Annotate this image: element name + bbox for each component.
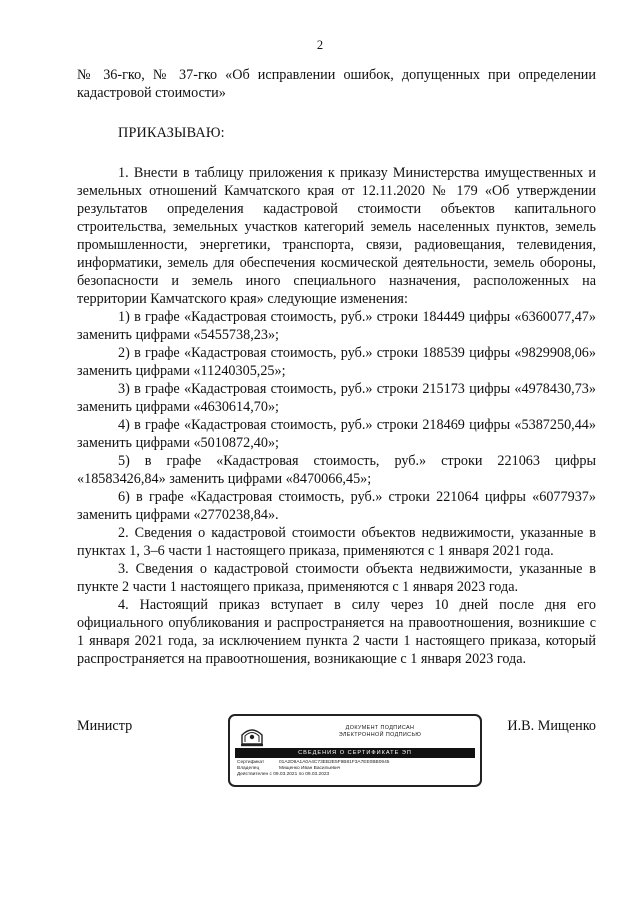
stamp-title-line-2: ЭЛЕКТРОННОЙ ПОДПИСЬЮ bbox=[338, 731, 422, 738]
coat-of-arms-icon bbox=[239, 724, 265, 748]
paragraph-item-3: 3. Сведения о кадастровой стоимости объекта недвижимости, указанные в пункте 2 части 1 настоящего приказа, применяются с 1 января 2023 года. bbox=[77, 561, 596, 595]
stamp-value-validity: Действителен с 09.03.2021 по 09.03.2023 bbox=[237, 772, 330, 778]
subitem-3: 3) в графе «Кадастровая стоимость, руб.» строки 215173 цифры «4978430,73» заменить цифрами «4630614,70»; bbox=[77, 381, 596, 415]
page-number: 2 bbox=[316, 38, 324, 52]
paragraph-item-1: 1. Внести в таблицу приложения к приказу Министерства имущественных и земельных отношений Камчатского края от 12.11.2020 № 179 «Об утверждении результатов определения кадастровой стоимости объектов капитального строительства, земельных участков категорий земель населенных пунктов, земель промышленности, энергетики, транспорта, связи, радиовещания, телевидения, информатики, земель для обеспечения космической деятельности, земель обороны, безопасности и земель иного специального назначения, расположенных на территории Камчатского края» следующие изменения: bbox=[77, 165, 596, 307]
stamp-key-owner: Владелец bbox=[237, 766, 260, 772]
stamp-certificate-bar: СВЕДЕНИЯ О СЕРТИФИКАТЕ ЭП bbox=[235, 748, 475, 758]
signatory-name: И.В. Мищенко bbox=[507, 718, 596, 734]
signatory-position: Министр bbox=[77, 718, 133, 734]
order-heading: ПРИКАЗЫВАЮ: bbox=[118, 125, 225, 141]
stamp-key-certificate: Сертификат bbox=[237, 760, 265, 765]
stamp-row-validity bbox=[237, 772, 477, 778]
paragraph-item-4: 4. Настоящий приказ вступает в силу через 10 дней после дня его официального опубликования и распространяется на правоотношения, возникшие с 1 января 2021 года, за исключением пункта 2 части 1 настоящего приказа, который распространяется на правоотношения, возникающие с 1 января 2023 года. bbox=[77, 597, 596, 667]
stamp-value-certificate: 01A2D9A1A0A4C73EB2E5F9B81F3A7EE0BB0945 bbox=[279, 760, 390, 765]
stamp-value-owner: Мищенко Иван Васильевич bbox=[279, 766, 341, 772]
electronic-signature-stamp bbox=[228, 714, 482, 787]
subitem-1: 1) в графе «Кадастровая стоимость, руб.» строки 184449 цифры «6360077,47» заменить цифрами «5455738,23»; bbox=[77, 309, 596, 343]
stamp-details bbox=[237, 760, 477, 779]
subitem-6: 6) в графе «Кадастровая стоимость, руб.» строки 221064 цифры «6077937» заменить цифрами «2770238,84». bbox=[77, 489, 596, 523]
signature-block bbox=[77, 714, 596, 794]
paragraph-continuation: № 36-гко, № 37-гко «Об исправлении ошибок, допущенных при определении кадастровой стоимости» bbox=[77, 67, 596, 101]
stamp-title-line-1: ДОКУМЕНТ ПОДПИСАН bbox=[345, 725, 415, 731]
subitem-5: 5) в графе «Кадастровая стоимость, руб.» строки 221063 цифры «18583426,84» заменить цифрами «8470066,45»; bbox=[77, 453, 596, 487]
stamp-title bbox=[290, 725, 470, 738]
subitem-4: 4) в графе «Кадастровая стоимость, руб.» строки 218469 цифры «5387250,44» заменить цифрами «5010872,40»; bbox=[77, 417, 596, 451]
document-body bbox=[77, 66, 596, 668]
paragraph-item-2: 2. Сведения о кадастровой стоимости объектов недвижимости, указанные в пунктах 1, 3–6 части 1 настоящего приказа, применяются с 1 января 2021 года. bbox=[77, 525, 596, 559]
subitem-2: 2) в графе «Кадастровая стоимость, руб.» строки 188539 цифры «9829908,06» заменить цифрами «11240305,25»; bbox=[77, 345, 596, 379]
